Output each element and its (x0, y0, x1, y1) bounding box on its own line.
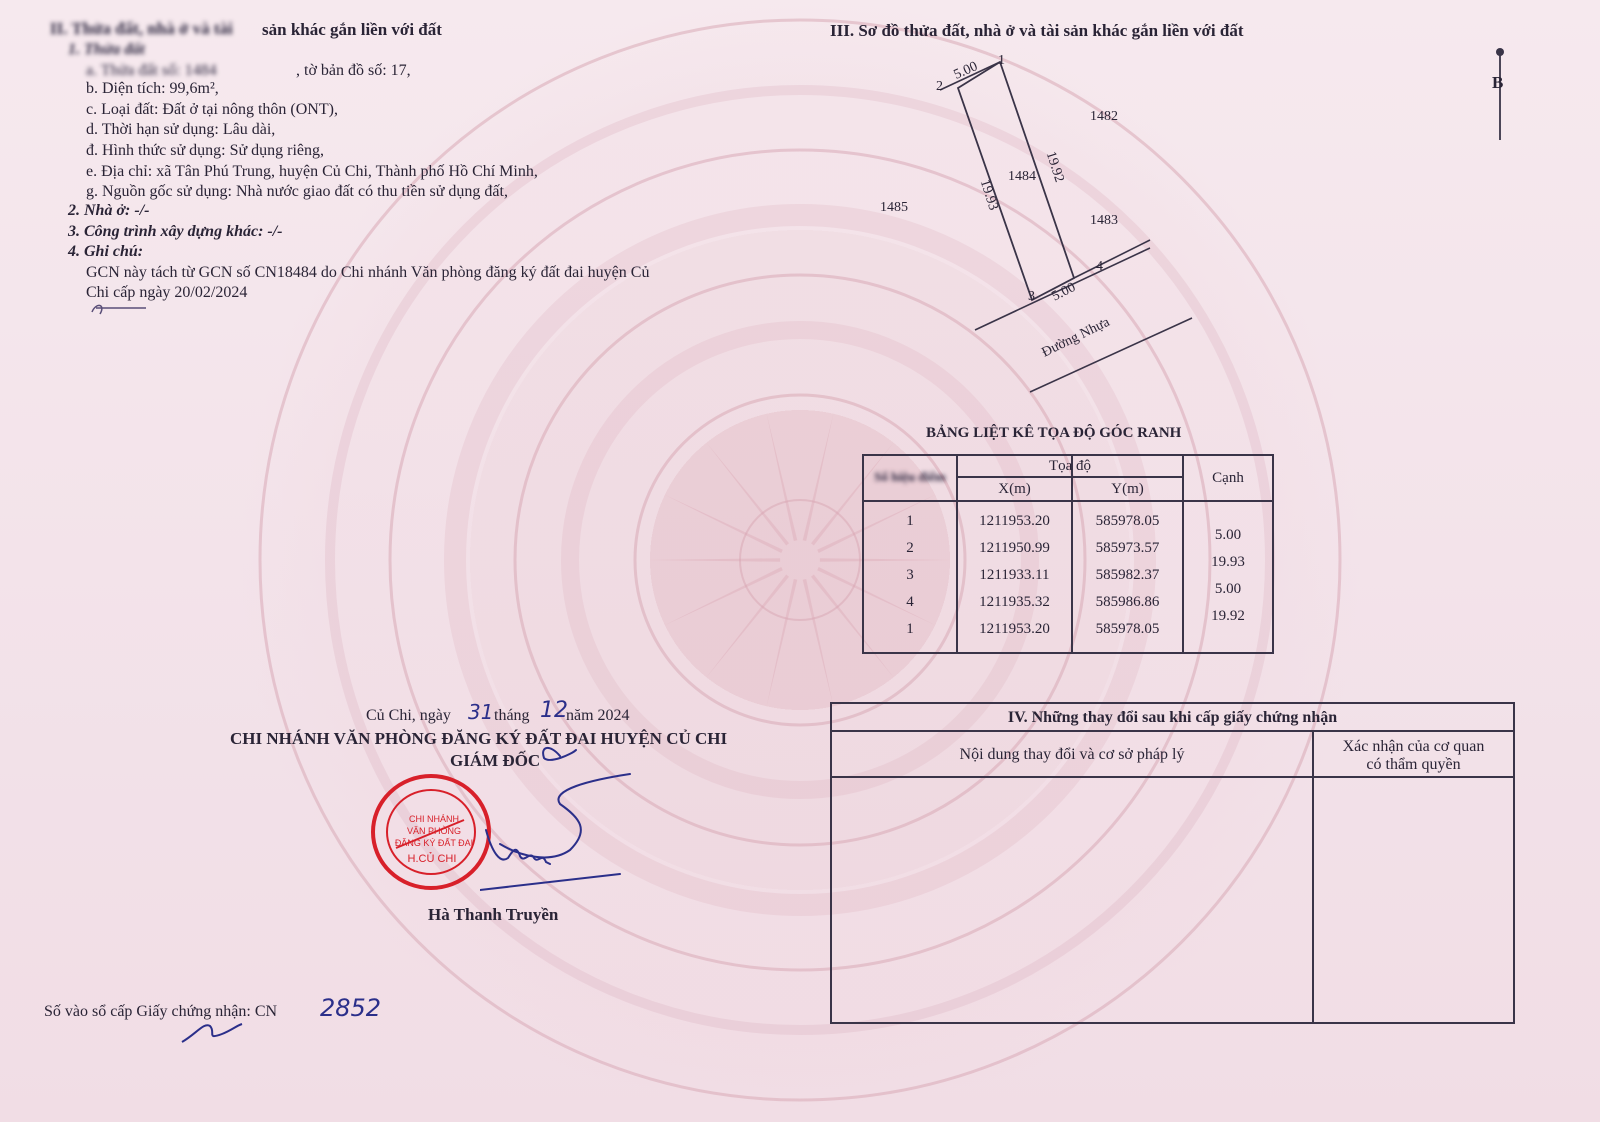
col-edge-header: Cạnh (1212, 470, 1244, 486)
svg-text:CHI NHÁNH: CHI NHÁNH (408, 814, 460, 824)
authority-confirm-header-1: Xác nhận của cơ quan (1342, 738, 1485, 755)
director-signature-icon (480, 740, 650, 910)
edge-4-1-length: 19.92 (1042, 149, 1067, 185)
col-coord-header: Tọa độ (1048, 458, 1092, 474)
point-1-close-id: 1 (906, 621, 914, 637)
signer-name: Hà Thanh Truyền (428, 905, 559, 924)
parcel-number-redacted: a. Thửa đất số: 1484 (86, 62, 217, 79)
neighbour-1483-label: 1483 (1090, 213, 1118, 228)
issue-day-handwritten: 31 (468, 700, 494, 724)
map-sheet-number: , tờ bản đồ số: 17, (296, 62, 411, 79)
vertex-4-label: 4 (1096, 259, 1103, 274)
notes-heading: 4. Ghi chú: (68, 243, 144, 260)
vertex-3-label: 3 (1028, 289, 1035, 304)
point-1-id: 1 (906, 513, 914, 529)
coordinate-table (862, 454, 1274, 654)
point-1-x: 1211953.20 (979, 513, 1050, 529)
signer-role: GIÁM ĐỐC (450, 751, 541, 770)
col-point-header-redacted: Số hiệu điểm (874, 469, 946, 484)
point-3-x: 1211933.11 (979, 567, 1050, 583)
issue-month-label: tháng (494, 707, 530, 724)
edge-3-4-length: 5.00 (1049, 279, 1079, 305)
change-content-header: Nội dung thay đổi và cơ sở pháp lý (959, 746, 1185, 763)
point-2-x: 1211950.99 (979, 540, 1050, 556)
svg-text:H.CỦ CHI: H.CỦ CHI (407, 853, 457, 865)
usage-origin: g. Nguồn gốc sử dụng: Nhà nước giao đất có thu tiền sử dụng đất, (86, 183, 508, 200)
issue-date-prefix: Củ Chi, ngày (366, 707, 451, 724)
notes-line-2: Chi cấp ngày 20/02/2024 (86, 284, 248, 301)
registry-number-handwritten: 2852 (320, 994, 382, 1022)
point-4-y: 585986.86 (1095, 594, 1160, 610)
edge-2-3: 19.93 (1211, 554, 1245, 570)
north-label: B (1492, 73, 1504, 92)
authority-confirm-header-2: có thẩm quyền (1366, 756, 1461, 773)
registrar-initials-icon (176, 1012, 246, 1048)
point-1-y: 585978.05 (1095, 513, 1160, 529)
point-4-id: 4 (906, 594, 914, 610)
neighbour-boundary-line (1074, 240, 1150, 278)
house-info: 2. Nhà ở: -/- (68, 202, 150, 219)
changes-section (830, 702, 1515, 1024)
notes-line-1: GCN này tách từ GCN số CN18484 do Chi nhánh Văn phòng đăng ký đất đai huyện Củ (86, 264, 650, 281)
official-stamp-icon (368, 770, 498, 894)
point-2-id: 2 (906, 540, 914, 556)
point-4-x: 1211935.32 (979, 594, 1050, 610)
edge-3-4: 5.00 (1214, 581, 1242, 597)
parcel-address: e. Địa chỉ: xã Tân Phú Trung, huyện Củ Chi, Thành phố Hồ Chí Minh, (86, 163, 538, 180)
issuing-office: CHI NHÁNH VĂN PHÒNG ĐĂNG KÝ ĐẤT ĐAI HUYỆN CỦ CHI (230, 729, 728, 748)
section4-heading: IV. Những thay đổi sau khi cấp giấy chứng nhận (1007, 709, 1338, 726)
parcel-area: b. Diện tích: 99,6m², (86, 80, 219, 97)
svg-text:VĂN PHÒNG: VĂN PHÒNG (406, 826, 462, 836)
point-1-close-y: 585978.05 (1095, 621, 1160, 637)
point-2-y: 585973.57 (1095, 540, 1160, 556)
parcel-number-label: 1484 (1008, 169, 1036, 184)
road-label: Đường Nhựa (1039, 314, 1113, 361)
section2-heading-redacted: II. Thửa đất, nhà ở và tài (50, 19, 233, 38)
edge-1-2-length: 5.00 (951, 59, 981, 83)
usage-form: đ. Hình thức sử dụng: Sử dụng riêng, (86, 142, 325, 159)
parcel-subheading-redacted: 1. Thửa đất (68, 41, 145, 58)
edge-1-2: 5.00 (1214, 527, 1242, 543)
other-works-info: 3. Công trình xây dựng khác: -/- (68, 223, 283, 240)
issue-year: năm 2024 (566, 707, 630, 724)
svg-text:ĐĂNG KÝ ĐẤT ĐAI: ĐĂNG KÝ ĐẤT ĐAI (394, 838, 474, 848)
section2-heading: sản khác gắn liền với đất (262, 20, 442, 39)
col-y-header: Y(m) (1111, 481, 1144, 497)
point-3-id: 3 (906, 567, 914, 583)
point-1-close-x: 1211953.20 (979, 621, 1050, 637)
land-type: c. Loại đất: Đất ở tại nông thôn (ONT), (86, 101, 338, 118)
section3-heading: III. Sơ đồ thửa đất, nhà ở và tài sản khác gắn liền với đất (830, 21, 1244, 40)
col-x-header: X(m) (998, 481, 1031, 497)
edge-4-1: 19.92 (1211, 608, 1245, 624)
vertex-1-label: 1 (998, 53, 1005, 68)
usage-term: d. Thời hạn sử dụng: Lâu dài, (86, 121, 276, 138)
coord-table-title: BẢNG LIỆT KÊ TỌA ĐỘ GÓC RANH (926, 425, 1182, 441)
edge-2-3-length: 19.93 (976, 177, 1001, 213)
neighbour-1482-label: 1482 (1090, 109, 1118, 124)
north-arrow-icon (1496, 48, 1504, 140)
point-3-y: 585982.37 (1095, 567, 1160, 583)
vertex-2-label: 2 (936, 79, 943, 94)
neighbour-1485-label: 1485 (880, 200, 908, 215)
registry-label: Số vào sổ cấp Giấy chứng nhận: CN (44, 1003, 278, 1020)
issue-month-handwritten: 12 (540, 698, 568, 723)
